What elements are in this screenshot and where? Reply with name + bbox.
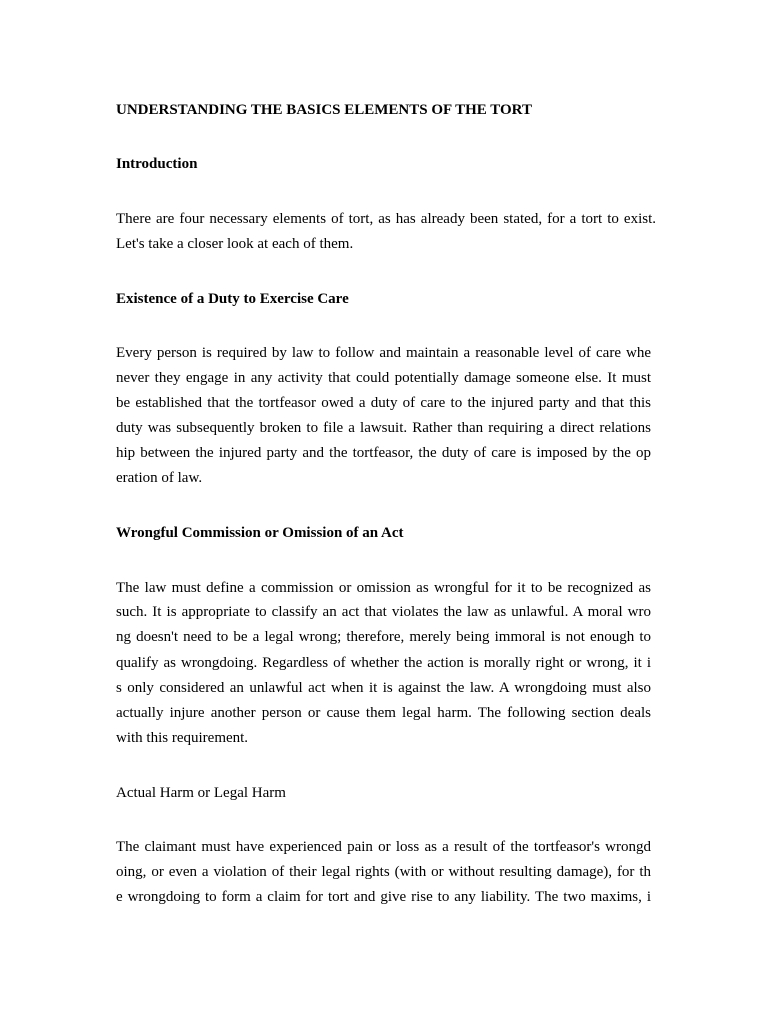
section-heading-duty: Existence of a Duty to Exercise Care — [116, 291, 349, 307]
duty-paragraph-line: hip between the injured party and the tortfeasor, the duty of care is imposed by the op — [116, 445, 651, 461]
wrongful-paragraph-line: qualify as wrongdoing. Regardless of whether the action is morally right or wrong, it i — [116, 655, 651, 671]
intro-paragraph-line: Let's take a closer look at each of them. — [116, 236, 354, 252]
wrongful-paragraph-line: with this requirement. — [116, 730, 249, 746]
duty-paragraph-line: duty was subsequently broken to file a lawsuit. Rather than requiring a direct relations — [116, 420, 651, 436]
duty-paragraph-line: be established that the tortfeasor owed a duty of care to the injured party and that this — [116, 395, 651, 411]
wrongful-paragraph-line: actually injure another person or cause them legal harm. The following section deals — [116, 705, 651, 721]
wrongful-paragraph-line: such. It is appropriate to classify an act that violates the law as unlawful. A moral wro — [116, 604, 651, 620]
section-heading-wrongful: Wrongful Commission or Omission of an Act — [116, 525, 404, 541]
duty-paragraph-line: Every person is required by law to follow and maintain a reasonable level of care whe — [116, 345, 651, 361]
section-heading-introduction: Introduction — [116, 156, 198, 172]
wrongful-paragraph-line: The law must define a commission or omission as wrongful for it to be recognized as — [116, 580, 651, 596]
duty-paragraph-line: eration of law. — [116, 470, 203, 486]
wrongful-paragraph-line: ng doesn't need to be a legal wrong; therefore, merely being immoral is not enough to — [116, 629, 651, 645]
harm-paragraph-line: oing, or even a violation of their legal rights (with or without resulting damage), for th — [116, 864, 651, 880]
section-heading-harm: Actual Harm or Legal Harm — [116, 785, 286, 801]
harm-paragraph-line: e wrongdoing to form a claim for tort and give rise to any liability. The two maxims, i — [116, 889, 651, 905]
duty-paragraph-line: never they engage in any activity that could potentially damage someone else. It must — [116, 370, 651, 386]
document-title: UNDERSTANDING THE BASICS ELEMENTS OF THE TORT — [116, 102, 532, 118]
wrongful-paragraph-line: s only considered an unlawful act when it is against the law. A wrongdoing must also — [116, 680, 651, 696]
harm-paragraph-line: The claimant must have experienced pain or loss as a result of the tortfeasor's wrongd — [116, 839, 651, 855]
intro-paragraph-line: There are four necessary elements of tort, as has already been stated, for a tort to exist. — [116, 211, 656, 227]
